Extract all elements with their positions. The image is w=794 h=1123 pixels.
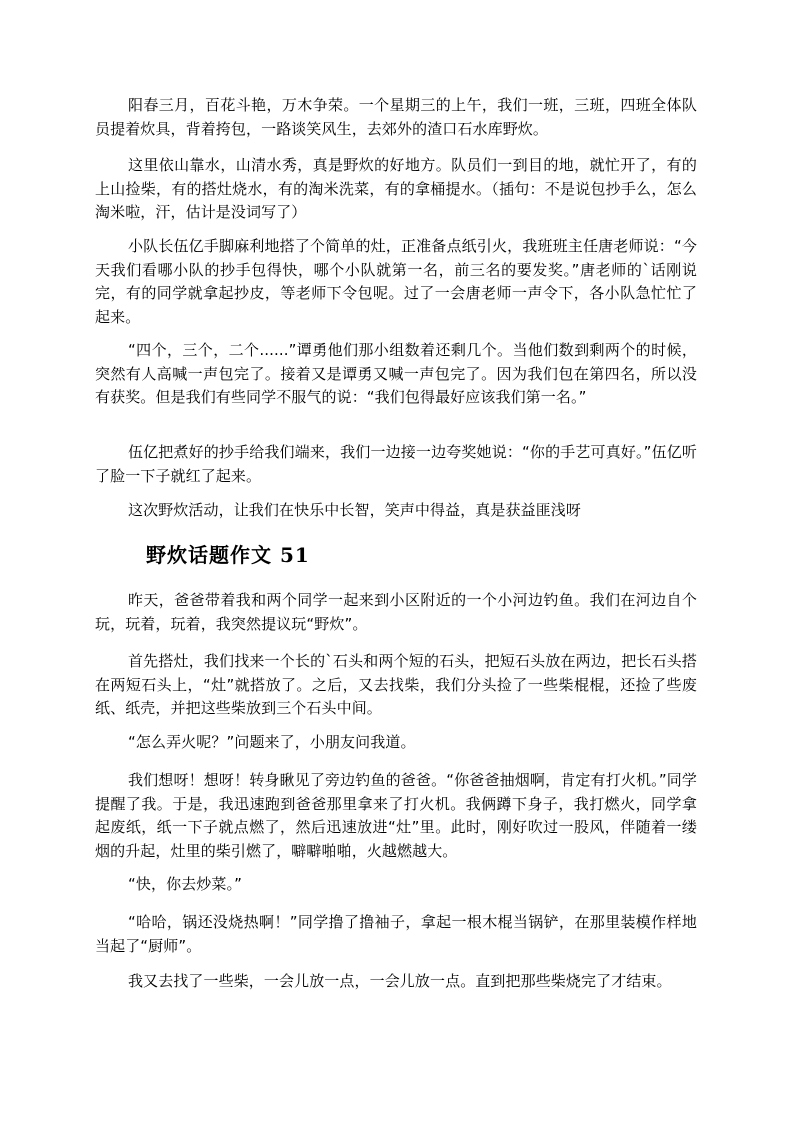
paragraph-praise: 伍亿把煮好的抄手给我们端来，我们一边接一边夸奖她说：“你的手艺可真好。”伍亿听了脸一下子就红了起来。 bbox=[95, 443, 697, 485]
paragraph-fishing: 昨天，爸爸带着我和两个同学一起来到小区附近的一个小河边钓鱼。我们在河边自个玩，玩着，玩着，我突然提议玩“野炊”。 bbox=[95, 591, 697, 633]
paragraph-fire-question: “怎么弄火呢？”问题来了，小朋友问我道。 bbox=[128, 733, 416, 751]
paragraph-conclusion: 这次野炊活动，让我们在快乐中长智，笑声中得益，真是获益匪浅呀 bbox=[128, 501, 582, 519]
paragraph-ending: 我又去找了一些柴，一会儿放一点，一会儿放一点。直到把那些柴烧完了才结束。 bbox=[128, 972, 672, 990]
paragraph-build-stove: 首先搭灶，我们找来一个长的`石头和两个短的石头，把短石头放在两边，把长石头搭在两短石头上，“灶”就搭放了。之后，又去找柴，我们分头捡了一些柴棍棍，还捡了些废纸、纸壳，并把这些柴放到三个石头中间。 bbox=[95, 652, 697, 717]
paragraph-spring-outing: 阳春三月，百花斗艳，万木争荣。一个星期三的上午，我们一班，三班，四班全体队员提着炊具，背着挎包，一路谈笑风生，去郊外的渣口石水库野炊。 bbox=[95, 96, 697, 138]
paragraph-counting: “四个，三个，二个......”谭勇他们那小组数着还剩几个。当他们数到剩两个的时候，突然有人高喊一声包完了。接着又是谭勇又喊一声包完了。因为我们包在第四名，所以没有获奖。但是我们有些同学不服气的说：“我们包得最好应该我们第一名。” bbox=[95, 341, 697, 406]
paragraph-cook-order: “快，你去炒菜。” bbox=[128, 875, 242, 893]
paragraph-chef: “哈哈，锅还没烧热啊！”同学撸了撸袖子，拿起一根木棍当锅铲，在那里装模作样地当起了“厨师”。 bbox=[95, 913, 697, 955]
paragraph-campsite: 这里依山靠水，山清水秀，真是野炊的好地方。队员们一到目的地，就忙开了，有的上山捡柴，有的搭灶烧水，有的淘米洗菜，有的拿桶提水。（插句：不是说包抄手么，怎么淘米啦，汗，估计是没词写了） bbox=[95, 156, 697, 221]
essay-title: 野炊话题作文 51 bbox=[146, 543, 310, 567]
paragraph-wonton-contest: 小队长伍亿手脚麻利地搭了个简单的灶，正准备点纸引火，我班班主任唐老师说：“今天我们看哪小队的抄手包得快，哪个小队就第一名，前三名的要发奖。”唐老师的`话刚说完，有的同学就拿起抄皮，等老师下令包呢。过了一会唐老师一声令下，各小队急忙忙了起来。 bbox=[95, 237, 697, 326]
paragraph-lighter: 我们想呀！想呀！转身瞅见了旁边钓鱼的爸爸。“你爸爸抽烟啊，肯定有打火机。”同学提醒了我。于是，我迅速跑到爸爸那里拿来了打火机。我俩蹲下身子，我打燃火，同学拿起废纸，纸一下子就点燃了，然后迅速放进“灶”里。此时，刚好吹过一股风，伴随着一缕烟的升起，灶里的柴引燃了，噼噼啪啪，火越燃越大。 bbox=[95, 771, 697, 860]
